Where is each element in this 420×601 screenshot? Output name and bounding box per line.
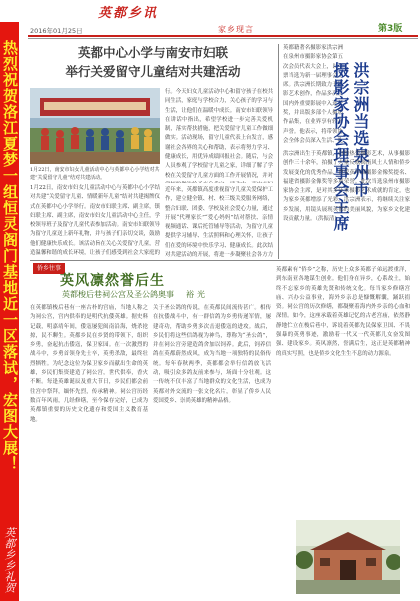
- header-rule-thin: [28, 38, 418, 39]
- page-number: 第3版: [378, 24, 403, 34]
- event-photo-image: [30, 88, 160, 164]
- banner-text: 热烈祝贺洛江夏梦一组恒灵阁门基地近一区落试，宏图大展！: [1, 40, 19, 472]
- article1-title-line1: 英都中心小学与南安市妇联: [77, 45, 228, 60]
- article3-column-2: 关于圣公鸽的传说，在英都民间流传甚广。相传在抗倭战斗中，有一群信鸽为乡勇传递军情，屡建奇功，帮助乡勇多次击退倭寇的进攻。战后，乡民们将这些信鸽视为神鸟，尊称为“圣公鸽”，并在祠公宫旁建造鸽舍加以饲养。此后，饲养信鸽在英都蔚然成风，成为当地一项独特的民俗传统。每年春秋两季，英都都会举行信鸽放飞活动，吸引众多鸽友前来参与，场面十分壮观。这一传统不仅丰富了当地群众的文化生活，也成为英都对外交流的一张文化名片，彰显了侨乡人民爱国爱乡、崇尚英雄的精神品格。: [153, 305, 271, 404]
- masthead: 英都乡讯: [98, 6, 159, 21]
- article1-photo-caption: 1月22日，南安市妇女儿童活动中心与英都中心小学结对共建“关爱留守儿童”结对共建活动。: [30, 167, 160, 181]
- temple-photo-image: [296, 520, 400, 594]
- column-divider: [278, 44, 279, 259]
- article1-column-3: 近年来，英都镇高度重视留守儿童关爱保护工作，建立健全镇、村、校三级关爱服务网络，整合妇联、团委、学校及社会爱心力量，通过开展“代理家长”“爱心妈妈”结对帮扶、亲情视频通话、课后托管辅导等活动，为留守儿童提供学习辅导、生活照料和心理关怀，让孩子们在爱的环境中快乐学习、健康成长。此次结对共建活动的开展，将进一步凝聚社会各方力: [165, 187, 273, 258]
- article2-title-line2: 摄影家协会理事会主席: [331, 62, 350, 232]
- article3-column-3: 英都素有“侨乡”之称，历史上众多英都子弟远渡重洋，到东南亚各地谋生创业。他们身在异乡，心系故土，始终不忘家乡的英雄先贤和传统文化。每当家乡修缮宫庙、兴办公益事业，海外乡亲总是慷慨解囊，踊跃捐资。祠公宫的历次修缮，都凝聚着海内外乡亲的心血和深情。如今，这座承载着英雄记忆的古老宫庙，依然静静地伫立在梭后巷中，诉说着英都先民保家卫国、不畏强暴的英勇事迹，激励着一代又一代英都儿女奋发图强、建设家乡。英风凛然，誉满后生，这正是英都精神的真实写照，也是侨乡文化生生不息的动力源泉。: [276, 267, 410, 357]
- section-divider: [30, 260, 410, 261]
- section-name: 家乡现言: [218, 25, 254, 34]
- article3-photo: [296, 520, 400, 594]
- banner-signature: 英都乡乡礼贺: [3, 527, 16, 593]
- article1-photo: [30, 88, 160, 164]
- column-tag: 侨乡往事: [33, 263, 65, 274]
- issue-date: 2016年01月25日: [30, 27, 83, 35]
- article1-headline: [28, 43, 278, 81]
- header-rule: [28, 35, 418, 37]
- celebration-banner: [0, 22, 19, 601]
- article2-column-2: 洪宗洲出生于英都镇，自幼热爱摄影艺术，从事摄影创作三十余年，拍摄了大量反映闽南风土人情和侨乡发展变化的优秀作品，曾荣获中国摄影金像奖提名、福建省摄影金像奖等多项荣誉。此次当选泉州市摄影家协会主席，是对其多年来摄影艺术成就的肯定，也为家乡英都增添了光彩。洪宗洲表示，将继续关注家乡发展，用镜头展现英都的美丽风貌，为家乡文化建设贡献力量。（洪振清）: [283, 151, 410, 223]
- article3-column-1: 在英都镇梭后巷有一座古朴的宫庙，当地人称之为祠公宫，宫内供奉的是明代抗倭英雄。据史料记载，明嘉靖年间，倭寇屡犯闽南沿海，烧杀抢掠，民不聊生。英都乡民在乡贤的带领下，组织乡勇，奋起抗击倭寇，保卫家园。在一次激烈的战斗中，乡勇首领身先士卒，英勇杀敌，最终壮烈牺牲。为纪念这位为保卫家乡而献出生命的英雄，乡民们集资建造了祠公宫，世代供奉，香火不断。每逢英雄诞辰及重大节日，乡民们都会前往宫中祭拜，缅怀先烈，传承精神。祠公宫历经数百年风雨，几经修缮，至今保存完好，已成为英都镇重要的历史文化遗存和爱国主义教育基地。: [30, 305, 148, 423]
- article2-column-1: 英都籍著名摄影家洪宗洲在泉州市摄影家协会第五次会员代表大会上，以全票当选为新一届理事会主席。洪宗洲长期致力于摄影艺术创作，作品多次在国内外重要影展中入选获奖，并出版多部个人摄影作品集，在业界享有较高声誉。他表示，将带领协会全体会员深入生活、扎: [283, 45, 343, 144]
- article2-title-line1: 洪宗洲当选泉州市: [351, 62, 370, 198]
- article3-title: 英风凛然誉后生: [60, 273, 165, 289]
- article3-author: 裕光: [186, 290, 208, 299]
- article1-title-line2: 举行关爱留守儿童结对共建活动: [65, 64, 241, 79]
- article1-column-1: 1月22日，南安市妇女儿童活动中心与英都中心小学结对共建“关爱留守儿童、情暖新年儿童”结对共建揭牌仪式在英都中心小学举行。南安市妇联主席、副主席，镇妇联主席、副主席，南安市妇女儿童活动中心主任，学校领导班子及留守儿童代表参加活动。南安市妇联领导为留守儿童送上新年礼物，并与孩子们亲切交谈，鼓励他们健康快乐成长。该活动旨在关心关爱留守儿童，营造温馨和谐的成长环境，让孩子们感受到社会大家庭的: [30, 185, 160, 257]
- article3-subtitle: 英都梭后巷祠公宫及圣公鸽奥事: [62, 290, 174, 299]
- page-header: [22, 0, 420, 40]
- article1-column-2: 行。今天妇女儿童活动中心和留守孩子在校共同生活，家庭与学校合力，关心孩子的学习与生活，让他们在温暖中成长。南安市妇联领导在讲话中指出，希望学校进一步完善关爱机制，落实帮扶措施，把关爱留守儿童工作做细做实。活动现场，留守儿童代表上台发言，感谢社会各界的关心和帮助，表示将努力学习、健康成长，用优异成绩回报社会。随后，与会人员参观了学校留守儿童之家，详细了解了学校在关爱留守儿童方面的工作开展情况，并对: [165, 89, 273, 179]
